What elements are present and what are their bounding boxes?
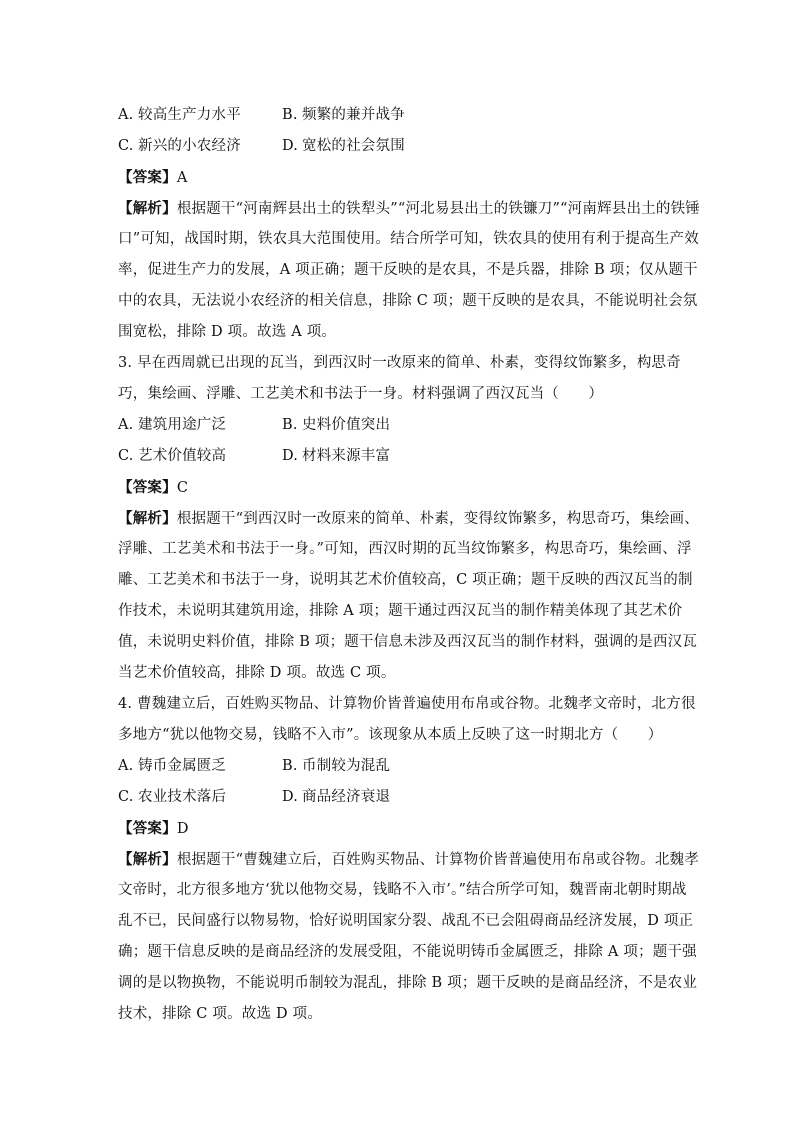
- q4-analysis-line: 技术，排除 C 项。故选 D 项。: [118, 1006, 323, 1022]
- q3-option-c[interactable]: C. 艺术价值较高: [118, 448, 227, 464]
- q2-option-b[interactable]: B. 频繁的兼并战争: [282, 107, 405, 123]
- q3-analysis-line: 雕、工艺美术和书法于一身，说明其艺术价值较高，C 项正确；题干反映的西汉瓦当的制: [118, 572, 693, 588]
- q3-analysis-line: 浮雕、工艺美术和书法于一身。”可知，西汉时期的瓦当纹饰繁多，构思奇巧，集绘画、浮: [118, 541, 692, 557]
- q3-answer: 【答案】C: [118, 479, 189, 496]
- q4-analysis-line: 【解析】根据题干“曹魏建立后，百姓购买物品、计算物价皆普遍使用布帛或谷物。北魏孝: [118, 851, 699, 868]
- q4-analysis-line: 乱不已，民间盛行以物易物，恰好说明国家分裂、战乱不已会阻碍商品经济发展，D 项正: [118, 913, 694, 929]
- q3-analysis-line: 当艺术价值较高，排除 D 项。故选 C 项。: [118, 665, 396, 681]
- q4-stem-line: 4. 曹魏建立后，百姓购买物品、计算物价皆普遍使用布帛或谷物。北魏孝文帝时，北方很: [118, 696, 696, 712]
- q3-options-row-2: [118, 441, 678, 472]
- q2-answer: 【答案】A: [118, 169, 188, 186]
- q3-option-b[interactable]: B. 史料价值突出: [282, 417, 391, 433]
- q2-analysis-line: 围宽松，排除 D 项。故选 A 项。: [118, 324, 337, 340]
- q4-analysis-line: 确；题干信息反映的是商品经济的发展受阻，不能说明铸币金属匮乏，排除 A 项；题干强: [118, 944, 697, 960]
- q4-options-row-1: [118, 751, 678, 782]
- q4-analysis-line: 调的是以物换物，不能说明币制较为混乱，排除 B 项；题干反映的是商品经济，不是农业: [118, 975, 698, 991]
- q2-options-row-1: [118, 100, 678, 131]
- q2-analysis-line: 中的农具，无法说小农经济的相关信息，排除 C 项；题干反映的是农具，不能说明社会氛: [118, 293, 698, 309]
- q4-option-d[interactable]: D. 商品经济衰退: [282, 789, 391, 805]
- q3-stem-line: 巧，集绘画、浮雕、工艺美术和书法于一身。材料强调了西汉瓦当（ ）: [118, 386, 604, 402]
- q3-analysis: [118, 503, 699, 689]
- q2-analysis-line: 率，促进生产力的发展，A 项正确；题干反映的是农具，不是兵器，排除 B 项；仅从题干: [118, 262, 698, 278]
- q2-analysis: [118, 193, 700, 348]
- q3-analysis-line: 作技术，未说明其建筑用途，排除 A 项；题干通过西汉瓦当的制作精美体现了其艺术价: [118, 603, 683, 619]
- q3-stem: [118, 348, 681, 410]
- q4-option-b[interactable]: B. 币制较为混乱: [282, 758, 391, 774]
- q3-analysis-line: 值，未说明史料价值，排除 B 项；题干信息未涉及西汉瓦当的制作材料，强调的是西汉瓦: [118, 634, 698, 650]
- document-page: [118, 100, 700, 1030]
- q4-option-c[interactable]: C. 农业技术落后: [118, 789, 227, 805]
- q4-option-a[interactable]: A. 铸币金属匮乏: [118, 758, 227, 774]
- q3-option-a[interactable]: A. 建筑用途广泛: [118, 417, 227, 433]
- q3-analysis-line: 【解析】根据题干“到西汉时一改原来的简单、朴素，变得纹饰繁多，构思奇巧，集绘画、: [118, 510, 699, 527]
- q4-analysis: [118, 844, 699, 1030]
- q4-stem-line: 多地方“犹以他物交易，钱略不入市”。该现象从本质上反映了这一时期北方（ ）: [118, 727, 663, 743]
- q2-analysis-line: 口”可知，战国时期，铁农具大范围使用。结合所学可知，铁农具的使用有利于提高生产效: [118, 231, 699, 247]
- q2-analysis-line: 【解析】根据题干“河南辉县出土的铁犁头”“河北易县出土的铁镰刀”“河南辉县出土的铁锤: [118, 200, 700, 217]
- q3-options-row-1: [118, 410, 678, 441]
- q4-stem: [118, 689, 696, 751]
- q4-options-row-2: [118, 782, 678, 813]
- q2-option-c[interactable]: C. 新兴的小农经济: [118, 138, 241, 154]
- q4-analysis-line: 文帝时，北方很多地方‘犹以他物交易，钱略不入市’。”结合所学可知，魏晋南北朝时期战: [118, 882, 687, 898]
- q4-answer: 【答案】D: [118, 820, 189, 837]
- q2-option-a[interactable]: A. 较高生产力水平: [118, 107, 241, 123]
- q2-options-row-2: [118, 131, 678, 162]
- q2-option-d[interactable]: D. 宽松的社会氛围: [282, 138, 405, 154]
- q3-stem-line: 3. 早在西周就已出现的瓦当，到西汉时一改原来的简单、朴素，变得纹饰繁多，构思奇: [118, 355, 681, 371]
- q3-option-d[interactable]: D. 材料来源丰富: [282, 448, 391, 464]
